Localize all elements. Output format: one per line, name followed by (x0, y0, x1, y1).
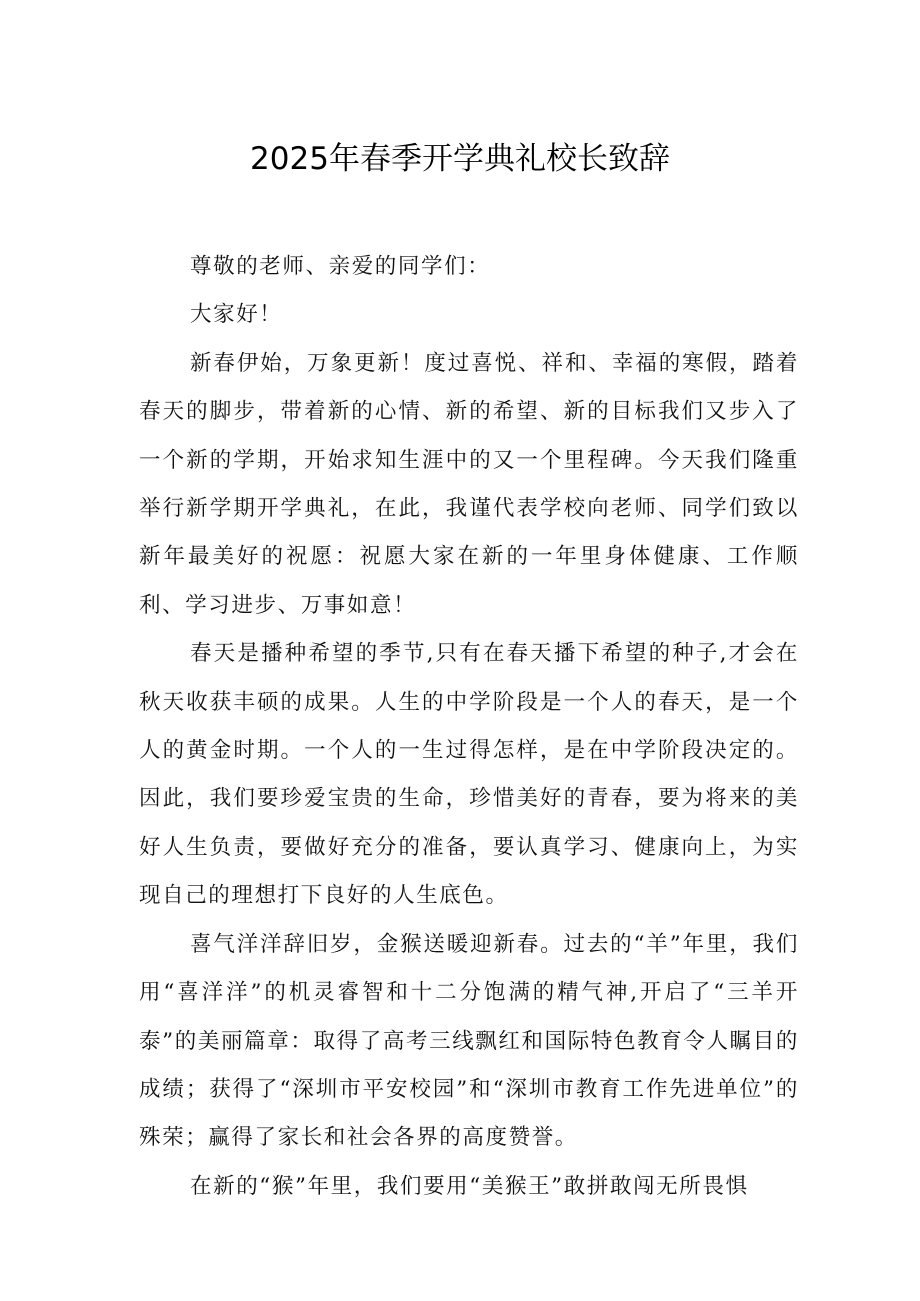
document-body (139, 243, 799, 1211)
document-title: 2025年春季开学典礼校长致辞 (250, 141, 670, 177)
body-paragraph: 新春伊始，万象更新！度过喜悦、祥和、幸福的寒假，踏着春天的脚步，带着新的心情、新的希望、新的目标我们又步入了一个新的学期，开始求知生涯中的又一个里程碑。今天我们隆重举行新学期开学典礼，在此，我谨代表学校向老师、同学们致以新年最美好的祝愿：祝愿大家在新的一年里身体健康、工作顺利、学习进步、万事如意！ (139, 350, 799, 618)
salutation-paragraph: 尊敬的老师、亲爱的同学们： (190, 254, 491, 279)
body-paragraph: 在新的“猴”年里，我们要用“美猴王”敢拼敢闯无所畏惧 (190, 1173, 749, 1199)
greeting-paragraph: 大家好！ (190, 302, 283, 328)
body-paragraph: 喜气洋洋辞旧岁，金猴送暖迎新春。过去的“羊”年里，我们用“喜洋洋”的机灵睿智和十二分饱满的精气神,开启了“三羊开泰”的美丽篇章：取得了高考三线飘红和国际特色教育令人瞩目的成绩；获得了“深圳市平安校园”和“深圳市教育工作先进单位”的殊荣；赢得了家长和社会各界的高度赞誉。 (139, 931, 799, 1151)
body-paragraph: 春天是播种希望的季节,只有在春天播下希望的种子,才会在秋天收获丰硕的成果。人生的中学阶段是一个人的春天，是一个人的黄金时期。一个人的一生过得怎样，是在中学阶段决定的。因此，我们要珍爱宝贵的生命，珍惜美好的青春，要为将来的美好人生负责，要做好充分的准备，要认真学习、健康向上，为实现自己的理想打下良好的人生底色。 (139, 641, 799, 909)
